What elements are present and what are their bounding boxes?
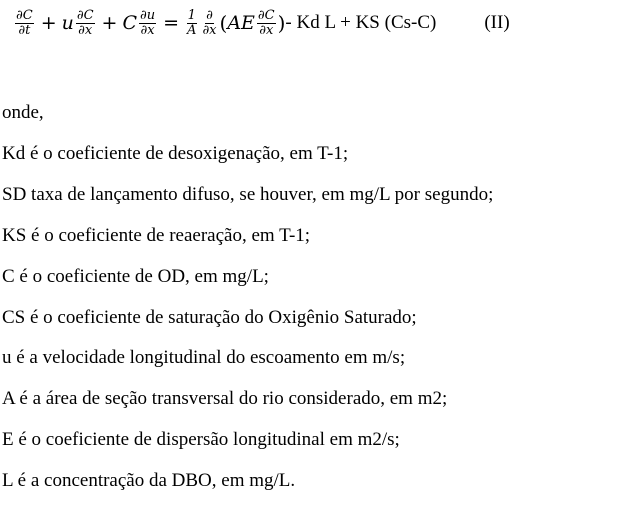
definition-kd: Kd é o coeficiente de desoxigenação, em T-1; — [2, 143, 349, 164]
advection-dispersion-equation — [13, 0, 510, 46]
equation-number: (II) — [484, 12, 510, 33]
plus-sign: + — [40, 12, 57, 34]
fraction-dc-dx-inner: $\frac{\partial C}{\partial x}$ — [257, 7, 275, 38]
definition-ks: KS é o coeficiente de reaeração, em T-1; — [2, 224, 311, 246]
fraction-dc-dt: $\frac{\partial C}{\partial t}$ — [16, 7, 33, 38]
definition-list — [2, 141, 493, 509]
area-dispersion-symbol: AE — [227, 12, 255, 34]
definition-a: A é a área de seção transversal do rio considerado, em m2; — [2, 388, 448, 410]
fraction-du-dx: $\frac{\partial u}{\partial x}$ — [140, 7, 156, 38]
open-parenthesis: ( — [219, 11, 228, 35]
definition-c: C é o coeficiente de OD, em mg/L; — [2, 265, 269, 287]
equation-math — [13, 9, 285, 38]
fraction-one-over-a: $\frac{1}{A}$ — [187, 7, 197, 38]
equation-reaction-terms: - Kd L + KS (Cs-C) — [285, 12, 437, 33]
intro-text: onde, — [2, 102, 44, 123]
equals-sign: = — [163, 12, 180, 34]
close-parenthesis: ) — [277, 11, 286, 35]
fraction-dc-dx: $\frac{\partial C}{\partial x}$ — [76, 7, 94, 38]
definition-sd: SD taxa de lançamento difuso, se houver, em mg/L por segundo; — [2, 183, 494, 205]
definition-l: L é a concentração da DBO, em mg/L. — [2, 470, 296, 492]
concentration-symbol: C — [122, 12, 138, 34]
definition-u: u é a velocidade longitudinal do escoamento em m/s; — [2, 347, 406, 369]
plus-sign: + — [101, 12, 118, 34]
velocity-symbol: u — [61, 12, 74, 34]
definition-e: E é o coeficiente de dispersão longitudinal em m2/s; — [2, 429, 400, 451]
fraction-d-dx: $\frac{\partial}{\partial x}$ — [202, 7, 217, 38]
definition-cs: CS é o coeficiente de saturação do Oxigênio Saturado; — [2, 306, 417, 328]
